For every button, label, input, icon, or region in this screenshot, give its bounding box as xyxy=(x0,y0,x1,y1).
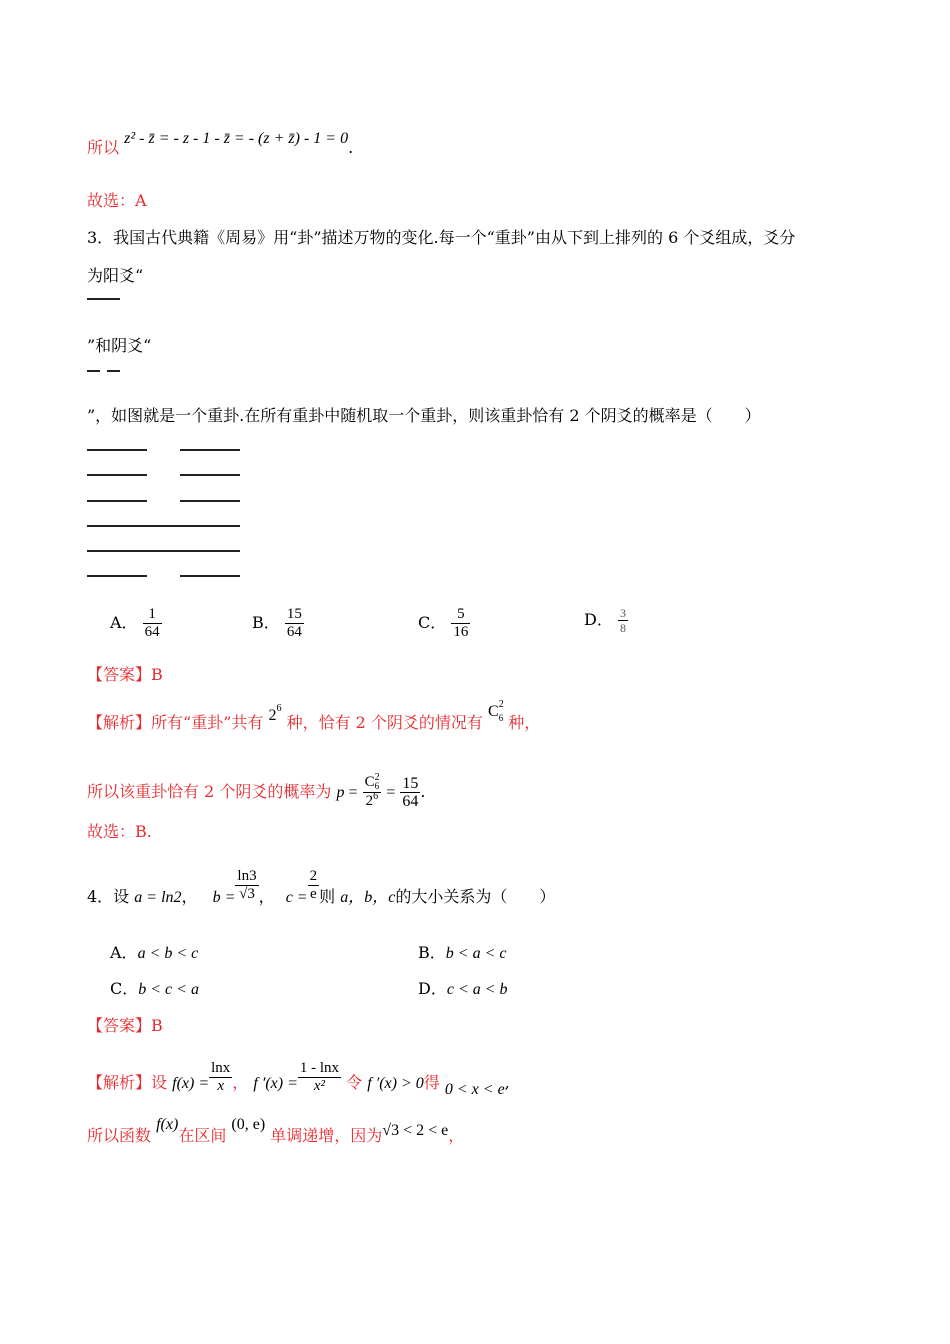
yin-line-1b xyxy=(180,449,240,451)
q3-option-a[interactable]: A． $\frac{1}{64}$ xyxy=(110,606,160,640)
q3-analysis-2: 所以该重卦恰有 2 个阴爻的概率为 p = $\frac{C^2_6}{2^6}$ = $\frac{15}{64}$ . xyxy=(87,772,426,810)
q4-option-c[interactable]: C．b < c < a xyxy=(110,979,199,998)
q4-option-b[interactable]: B．b < a < c xyxy=(418,943,507,962)
q3-conclusion: 故选：B. xyxy=(87,822,152,841)
yang-line-4 xyxy=(87,525,240,527)
yin-line-6a xyxy=(87,575,147,577)
q4-answer: 【答案】B xyxy=(87,1016,163,1035)
yin-line-2a xyxy=(87,474,147,476)
q3-answer: 【答案】B xyxy=(87,665,163,684)
fpx-fraction: $\frac{1 - \ln x}{\text{x²}}$ xyxy=(299,1060,340,1094)
yang-line-5 xyxy=(87,550,240,552)
q4-option-a[interactable]: A．a < b < c xyxy=(110,943,199,962)
q4-analysis-1: 【解析】设 f(x) = $\frac{\ln x}{x}$ ， f ′(x) = $\frac{1 - \ln x}{\text{x²}}$ 令 f ′(x) > 0得 0 < x < e, xyxy=(87,1060,510,1098)
fx-fraction: $\frac{\ln x}{x}$ xyxy=(211,1060,231,1094)
q3-option-b[interactable]: B． $\frac{15}{64}$ xyxy=(252,606,302,640)
yin-yao-symbol-left xyxy=(87,370,100,372)
yin-yao-symbol-right xyxy=(107,370,120,372)
yin-line-1a xyxy=(87,449,147,451)
yin-line-3b xyxy=(180,500,240,502)
q4-stem: 4．设 a = ln2， b = $\frac{\ln 3}{√3}$ ， c = $\frac{2}{e}$ 则 a，b，c的大小关系为（ ） xyxy=(87,868,556,906)
q3-text-4: ”，如图就是一个重卦.在所有重卦中随机取一个重卦，则该重卦恰有 2 个阴爻的概率是（ ） xyxy=(87,406,761,425)
b-fraction: $\frac{\ln 3}{√3}$ xyxy=(237,868,257,902)
solution-line-1: 所以 z² - z̄ = - z - 1 - z̄ = - (z + z̄) - 1 = 0. xyxy=(87,130,354,157)
q3-text-2: 为阳爻“ xyxy=(87,266,144,285)
text-suoyi: 所以 xyxy=(87,138,120,157)
q4-analysis-2: 所以函数 f(x)在区间 (0, e) 单调递增，因为√3 < 2 < e， xyxy=(87,1116,465,1145)
comb-c-6-2: $C^2_6$ xyxy=(488,699,504,723)
yang-yao-symbol xyxy=(87,298,120,300)
q3-text-1: 3．我国古代典籍《周易》用“卦”描述万物的变化.每一个“重卦”由从下到上排列的 6 个爻组成，爻分 xyxy=(87,228,796,247)
q3-text-3: ”和阴爻“ xyxy=(87,336,152,355)
q3-option-d[interactable]: D． $\frac{3}{8}$ xyxy=(584,606,626,635)
q3-option-c[interactable]: C． $\frac{5}{16}$ xyxy=(418,606,469,640)
yin-line-6b xyxy=(180,575,240,577)
q3-analysis-1: 【解析】所有“重卦”共有 $2^6$ 种，恰有 2 个阴爻的情况有 $C^2_6$ 种， xyxy=(87,699,541,732)
prob-fraction: $\frac{C^2_6}{2^6}$ xyxy=(364,772,380,809)
prob-result: $\frac{15}{64}$ xyxy=(402,775,419,810)
q4-option-d[interactable]: D．c < a < b xyxy=(418,979,508,998)
yin-line-3a xyxy=(87,500,147,502)
c-fraction: $\frac{2}{e}$ xyxy=(309,868,318,902)
yin-line-2b xyxy=(180,474,240,476)
power-2-6: $2^6$ xyxy=(268,703,282,724)
formula-z: z² - z̄ = - z - 1 - z̄ = - (z + z̄) - 1 = 0 xyxy=(124,130,349,147)
answer-prev: 故选：A xyxy=(87,191,147,210)
